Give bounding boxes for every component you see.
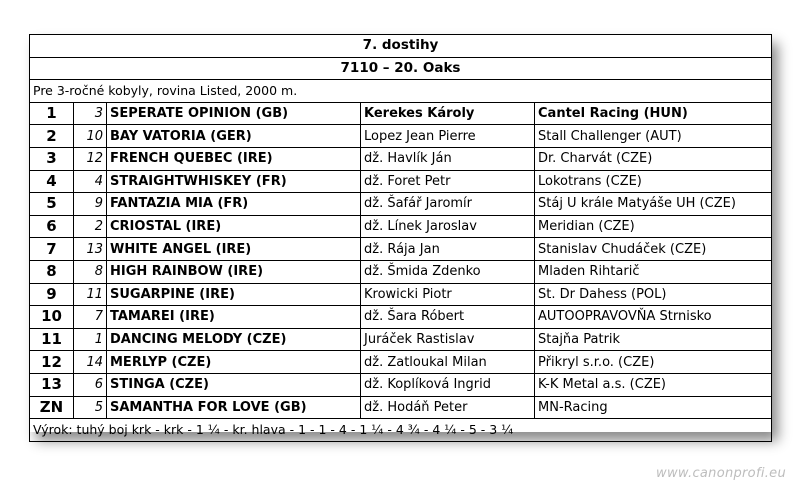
place-cell: 3 bbox=[30, 147, 74, 170]
place-cell: 10 bbox=[30, 306, 74, 329]
result-row bbox=[30, 238, 772, 261]
number-cell: 9 bbox=[74, 193, 107, 216]
owner-cell: Lokotrans (CZE) bbox=[535, 170, 772, 193]
number-cell: 14 bbox=[74, 351, 107, 374]
place-cell: 11 bbox=[30, 328, 74, 351]
horse-cell: BAY VATORIA (GER) bbox=[107, 125, 361, 148]
result-row bbox=[30, 102, 772, 125]
horse-cell: FANTAZIA MIA (FR) bbox=[107, 193, 361, 216]
jockey-cell: dž. Havlík Ján bbox=[361, 147, 535, 170]
result-row bbox=[30, 215, 772, 238]
margins-text: Výrok: tuhý boj krk - krk - 1 ¼ - kr. hlava - 1 - 1 - 4 - 1 ¼ - 4 ¾ - 4 ¼ - 5 - 3 ¼ bbox=[30, 419, 772, 442]
horse-cell: TAMAREI (IRE) bbox=[107, 306, 361, 329]
owner-cell: Cantel Racing (HUN) bbox=[535, 102, 772, 125]
horse-cell: SEPERATE OPINION (GB) bbox=[107, 102, 361, 125]
place-cell: 2 bbox=[30, 125, 74, 148]
number-cell: 4 bbox=[74, 170, 107, 193]
jockey-cell: Juráček Rastislav bbox=[361, 328, 535, 351]
jockey-cell: Krowicki Piotr bbox=[361, 283, 535, 306]
number-cell: 11 bbox=[74, 283, 107, 306]
owner-cell: K-K Metal a.s. (CZE) bbox=[535, 373, 772, 396]
place-cell: ZN bbox=[30, 396, 74, 419]
owner-cell: Stáj U krále Matyáše UH (CZE) bbox=[535, 193, 772, 216]
horse-cell: SAMANTHA FOR LOVE (GB) bbox=[107, 396, 361, 419]
result-row bbox=[30, 373, 772, 396]
title-row bbox=[30, 35, 772, 58]
owner-cell: Stall Challenger (AUT) bbox=[535, 125, 772, 148]
number-cell: 1 bbox=[74, 328, 107, 351]
jockey-cell: dž. Rája Jan bbox=[361, 238, 535, 261]
owner-cell: MN-Racing bbox=[535, 396, 772, 419]
conditions-row bbox=[30, 80, 772, 103]
horse-cell: CRIOSTAL (IRE) bbox=[107, 215, 361, 238]
place-cell: 6 bbox=[30, 215, 74, 238]
place-cell: 13 bbox=[30, 373, 74, 396]
jockey-cell: dž. Koplíková Ingrid bbox=[361, 373, 535, 396]
owner-cell: AUTOOPRAVOVŇA Strnisko bbox=[535, 306, 772, 329]
result-row bbox=[30, 260, 772, 283]
number-cell: 12 bbox=[74, 147, 107, 170]
result-row bbox=[30, 306, 772, 329]
result-row bbox=[30, 283, 772, 306]
race-conditions: Pre 3-ročné kobyly, rovina Listed, 2000 m. bbox=[30, 80, 772, 103]
place-cell: 4 bbox=[30, 170, 74, 193]
jockey-cell: Kerekes Károly bbox=[361, 102, 535, 125]
result-row bbox=[30, 193, 772, 216]
owner-cell: Meridian (CZE) bbox=[535, 215, 772, 238]
result-row bbox=[30, 147, 772, 170]
place-cell: 1 bbox=[30, 102, 74, 125]
place-cell: 7 bbox=[30, 238, 74, 261]
watermark-text: www.canonprofi.eu bbox=[656, 466, 786, 481]
race-title: 7. dostihy bbox=[30, 35, 772, 58]
horse-cell: STRAIGHTWHISKEY (FR) bbox=[107, 170, 361, 193]
place-cell: 9 bbox=[30, 283, 74, 306]
horse-cell: STINGA (CZE) bbox=[107, 373, 361, 396]
results-table-body bbox=[30, 35, 772, 442]
number-cell: 5 bbox=[74, 396, 107, 419]
jockey-cell: dž. Šara Róbert bbox=[361, 306, 535, 329]
horse-cell: HIGH RAINBOW (IRE) bbox=[107, 260, 361, 283]
number-cell: 7 bbox=[74, 306, 107, 329]
horse-cell: MERLYP (CZE) bbox=[107, 351, 361, 374]
result-row bbox=[30, 396, 772, 419]
owner-cell: St. Dr Dahess (POL) bbox=[535, 283, 772, 306]
result-row bbox=[30, 351, 772, 374]
number-cell: 3 bbox=[74, 102, 107, 125]
subtitle-row bbox=[30, 57, 772, 80]
jockey-cell: dž. Foret Petr bbox=[361, 170, 535, 193]
number-cell: 13 bbox=[74, 238, 107, 261]
horse-cell: WHITE ANGEL (IRE) bbox=[107, 238, 361, 261]
margins-row bbox=[30, 419, 772, 442]
place-cell: 12 bbox=[30, 351, 74, 374]
number-cell: 8 bbox=[74, 260, 107, 283]
owner-cell: Přikryl s.r.o. (CZE) bbox=[535, 351, 772, 374]
owner-cell: Dr. Charvát (CZE) bbox=[535, 147, 772, 170]
place-cell: 5 bbox=[30, 193, 74, 216]
horse-cell: SUGARPINE (IRE) bbox=[107, 283, 361, 306]
jockey-cell: dž. Šafář Jaromír bbox=[361, 193, 535, 216]
result-row bbox=[30, 328, 772, 351]
owner-cell: Stajňa Patrik bbox=[535, 328, 772, 351]
owner-cell: Stanislav Chudáček (CZE) bbox=[535, 238, 772, 261]
race-subtitle: 7110 – 20. Oaks bbox=[30, 57, 772, 80]
jockey-cell: dž. Hodáň Peter bbox=[361, 396, 535, 419]
jockey-cell: Lopez Jean Pierre bbox=[361, 125, 535, 148]
result-row bbox=[30, 125, 772, 148]
horse-cell: FRENCH QUEBEC (IRE) bbox=[107, 147, 361, 170]
jockey-cell: dž. Šmida Zdenko bbox=[361, 260, 535, 283]
results-table bbox=[29, 34, 772, 442]
number-cell: 2 bbox=[74, 215, 107, 238]
number-cell: 6 bbox=[74, 373, 107, 396]
jockey-cell: dž. Línek Jaroslav bbox=[361, 215, 535, 238]
result-row bbox=[30, 170, 772, 193]
place-cell: 8 bbox=[30, 260, 74, 283]
number-cell: 10 bbox=[74, 125, 107, 148]
owner-cell: Mladen Rihtarič bbox=[535, 260, 772, 283]
jockey-cell: dž. Zatloukal Milan bbox=[361, 351, 535, 374]
results-sheet bbox=[29, 34, 771, 438]
horse-cell: DANCING MELODY (CZE) bbox=[107, 328, 361, 351]
